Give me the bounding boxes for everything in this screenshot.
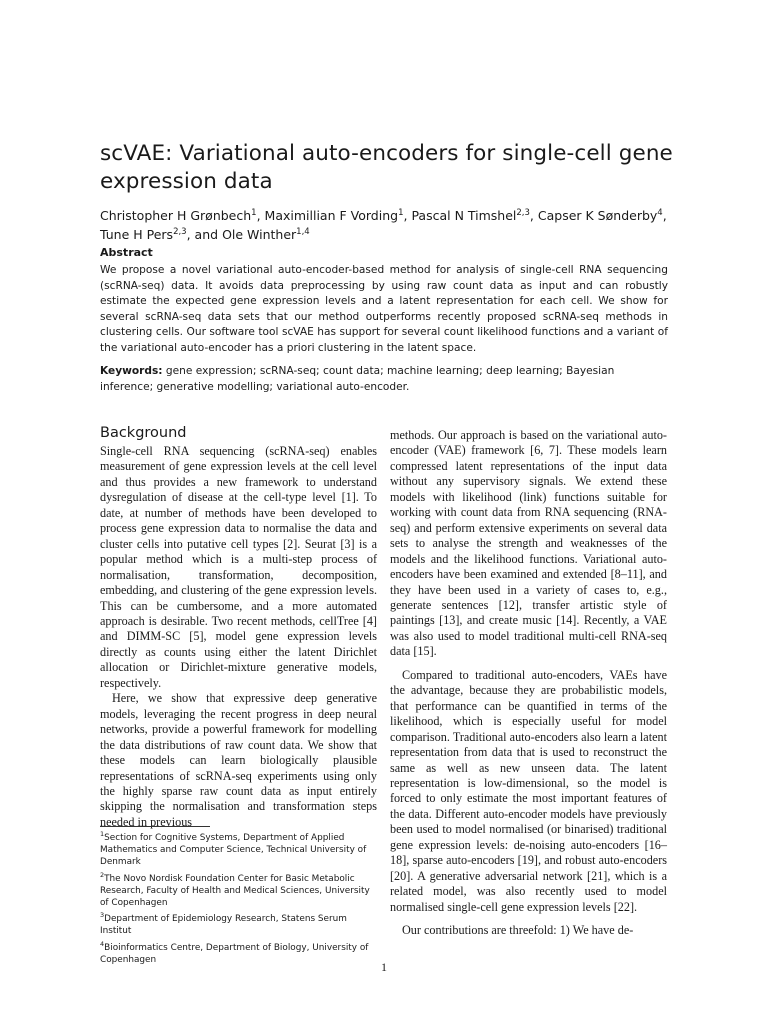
abstract-heading: Abstract [100, 246, 153, 259]
author-name: Christopher H Grønbech [100, 208, 252, 223]
author-affiliation-mark: 1 [398, 207, 404, 218]
author-name: Capser K Sønderby [537, 208, 658, 223]
footnote [100, 828, 380, 869]
body-paragraph: Here, we show that expressive deep generative models, leveraging the recent progress in deep neural networks, provide a powerful framework for modelling the data distributions of raw count data. We show that these models can learn biologically plausible representations of scRNA-seq experiments using only the highly sparse raw count data as input entirely skipping the normalisation and transformation steps needed in previous [100, 691, 377, 829]
section-heading: Background [100, 425, 187, 441]
footnote-text: The Novo Nordisk Foundation Center for Basic Metabolic Research, Faculty of Health and Medical Sciences, University of Copenhagen [100, 873, 370, 908]
footnote-text: Bioinformatics Centre, Department of Biology, University of Copenhagen [100, 942, 369, 965]
author-name: Tune H Pers [100, 227, 174, 242]
footnote-divider [100, 826, 210, 827]
footnote [100, 869, 380, 910]
footnote [100, 909, 380, 937]
author-affiliation-mark: 4 [657, 207, 663, 218]
author-affiliation-mark: 1,4 [296, 226, 310, 237]
footnote-mark: 3 [100, 911, 105, 920]
abstract-text: We propose a novel variational auto-encoder-based method for analysis of single-cell RNA sequencing (scRNA-seq) data. It avoids data preprocessing by using raw count data as input and can robustly estimate the expected gene expression levels and a latent representation for each cell. We show for several scRNA-seq data sets that our method outperforms recently proposed scRNA-seq methods in clustering cells. Our software tool scVAE has support for several count likelihood functions and a variant of the variational auto-encoder has a priori clustering in the latent space. [100, 264, 668, 354]
author-affiliation-mark: 2,3 [173, 226, 187, 237]
author-name: Maximillian F Vording [264, 208, 399, 223]
author-name: Ole Winther [222, 227, 297, 242]
keywords-label: Keywords: [100, 365, 163, 377]
page-number: 1 [381, 960, 387, 974]
body-paragraph: Single-cell RNA sequencing (scRNA-seq) enables measurement of gene expression levels at the cell level and thus provides a new framework to understand dysregulation of disease at the cell-type level [1]. To date, at number of methods have been developed to process gene expression data to normalise the data and cluster cells into putative cell types [2]. Seurat [3] is a popular method which is a multi-step process of normalisation, transformation, decomposition, embedding, and clustering of the gene expression levels. This can be cumbersome, and a more automated approach is desirable. Two recent methods, cellTree [4] and DIMM-SC [5], model gene expression levels directly as counts using either the latent Dirichlet allocation or Dirichlet-mixture generative models, respectively. [100, 444, 377, 690]
body-paragraph: Compared to traditional auto-encoders, VAEs have the advantage, because they are probabilistic models, that performance can be quantified in terms of the likelihood, which is especially useful for model comparison. Traditional auto-encoders also learn a latent representation from data that is used to reconstruct the same as well as new unseen data. The latent representation is low-dimensional, so the model is forced to only estimate the most important features of the data. Different auto-encoder models have previously been used to model normalised (or binarised) traditional gene expression levels: de-noising auto-encoders [16–18], sparse auto-encoders [19], and robust auto-encoders [20]. A generative adversarial network [21], which is a related model, was also recently used to model normalised single-cell gene expression levels [22]. [390, 667, 667, 914]
author-name: Pascal N Timshel [411, 208, 517, 223]
author-affiliation-mark: 1 [251, 207, 257, 218]
footnote-text: Section for Cognitive Systems, Department of Applied Mathematics and Computer Science, Technical University of Denmark [100, 832, 367, 868]
body-paragraph: methods. Our approach is based on the variational auto-encoder (VAE) framework [6, 7]. These models learn compressed latent representations of the input data without any supervisory signals. We extend these models with likelihood (link) functions suitable for working with count data from RNA sequencing (RNA-seq) and perform extensive experiments on several data sets to analyse the strength and weaknesses of the models and the likelihood functions. Variational auto-encoders have been examined and extended [8–11], and they have been used in a variety of cases to, e.g., generate sentences [12], transfer artistic style of paintings [13], and create music [14]. Recently, a VAE was also used to model traditional multi-cell RNA-seq data [15]. [390, 428, 667, 659]
keywords [100, 364, 668, 395]
footnotes [100, 828, 380, 966]
footnote-mark: 2 [100, 870, 105, 879]
author-conjunction: and [194, 227, 219, 242]
right-column [390, 428, 667, 939]
author-affiliation-mark: 2,3 [516, 207, 530, 218]
footnote-mark: 1 [100, 830, 105, 838]
author-list: Christopher H Grønbech$^1$, Maximillian F Vording$^1$, Pascal N Timshel$^{2,3}$, Capser K Sønderby$^4$, Tune H Pers$^{2,3}$, and Ole Winther$^{1,4}$ [100, 207, 667, 242]
body-paragraph: Our contributions are threefold: 1) We have de- [402, 923, 634, 938]
footnote-mark: 4 [100, 939, 105, 948]
footnote-text: Department of Epidemiology Research, Statens Serum Institut [100, 914, 347, 937]
left-column [100, 424, 377, 830]
keywords-text: gene expression; scRNA-seq; count data; machine learning; deep learning; Bayesian inference; generative modelling; variational auto-encoder. [100, 365, 615, 393]
paper-title: scVAE: Variational auto-encoders for single-cell gene expression data [100, 141, 673, 194]
